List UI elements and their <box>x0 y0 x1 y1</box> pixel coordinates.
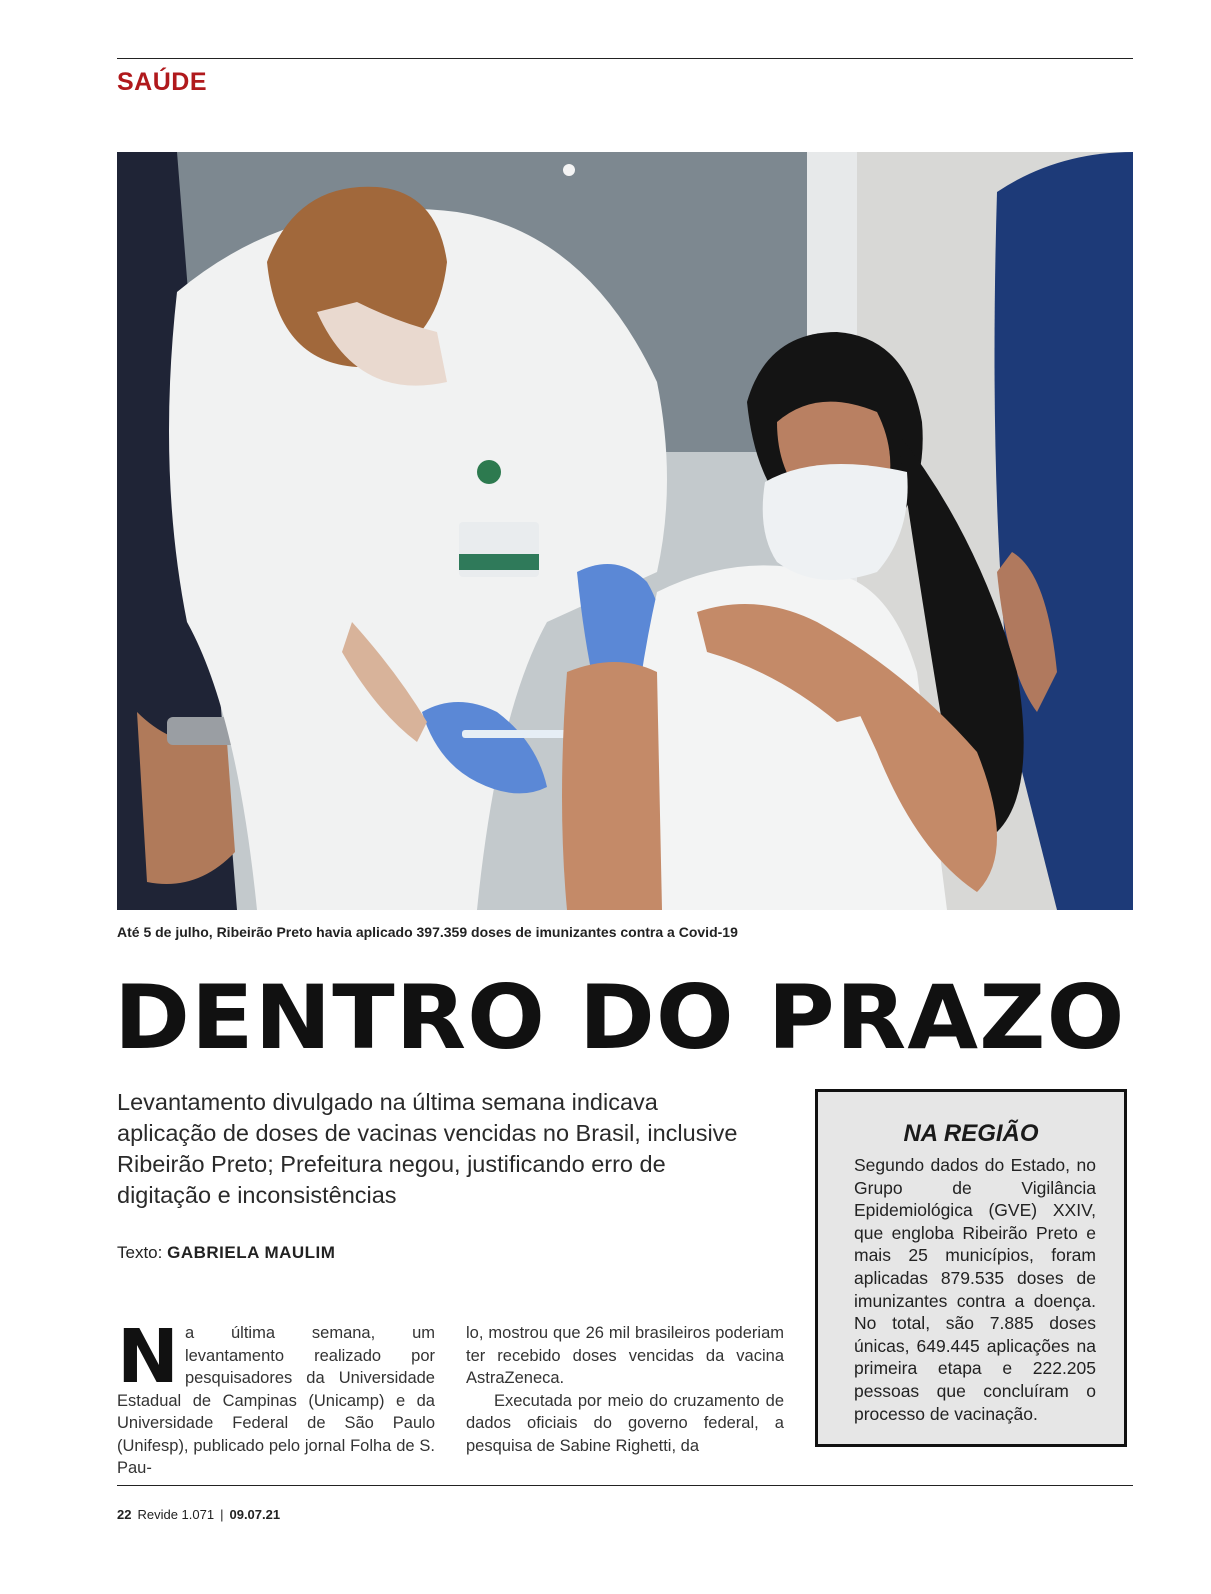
photo-caption: Até 5 de julho, Ribeirão Preto havia aplicado 397.359 doses de imunizantes contra a Covid-19 <box>117 924 738 940</box>
body-column-2 <box>466 1322 784 1457</box>
article-photo <box>117 152 1133 910</box>
bottom-rule <box>117 1485 1133 1486</box>
byline <box>117 1243 335 1263</box>
issue-date: 09.07.21 <box>229 1507 281 1522</box>
sidebar-text: Segundo dados do Estado, no Grupo de Vigilância Epidemiológica (GVE) XXIV, que engloba Ribeirão Preto e mais 25 municípios, foram aplicadas 879.535 doses de imunizantes contra a doença. No total, são 7.885 doses únicas, 649.445 aplicações na primeira etapa e 222.205 pessoas que concluíram o processo de vacinação. <box>854 1155 1096 1424</box>
drop-cap: N <box>117 1314 179 1400</box>
section-label: SAÚDE <box>117 68 208 96</box>
byline-author: GABRIELA MAULIM <box>167 1243 336 1262</box>
body-column-1 <box>117 1314 435 1480</box>
headline: DENTRO DO PRAZO <box>114 966 1126 1069</box>
magazine-issue: Revide 1.071 <box>137 1507 215 1522</box>
sidebar-title: NA REGIÃO <box>903 1120 1039 1147</box>
byline-prefix: Texto: <box>117 1243 163 1262</box>
body-col1-text: a última semana, um levantamento realizado por pesquisadores da Universidade Estadual de Campinas (Unicamp) e da Universidade Federal de São Paulo (Unifesp), publicado pelo jornal Folha de S. Pau- <box>117 1324 435 1477</box>
sidebar-box <box>815 1089 1127 1447</box>
top-rule <box>117 58 1133 59</box>
page-footer <box>117 1507 280 1522</box>
footer-separator: | <box>220 1507 224 1522</box>
body-col2-paragraph-2: Executada por meio do cruzamento de dados oficiais do governo federal, a pesquisa de Sabine Righetti, da <box>466 1391 784 1455</box>
dek: Levantamento divulgado na última semana indicava aplicação de doses de vacinas vencidas no Brasil, inclusive Ribeirão Preto; Prefeitura negou, justificando erro de digitação e inconsistências <box>117 1089 738 1208</box>
page-number: 22 <box>117 1507 132 1522</box>
body-col2-paragraph-1: lo, mostrou que 26 mil brasileiros poderiam ter recebido doses vencidas da vacina AstraZeneca. <box>466 1324 784 1387</box>
